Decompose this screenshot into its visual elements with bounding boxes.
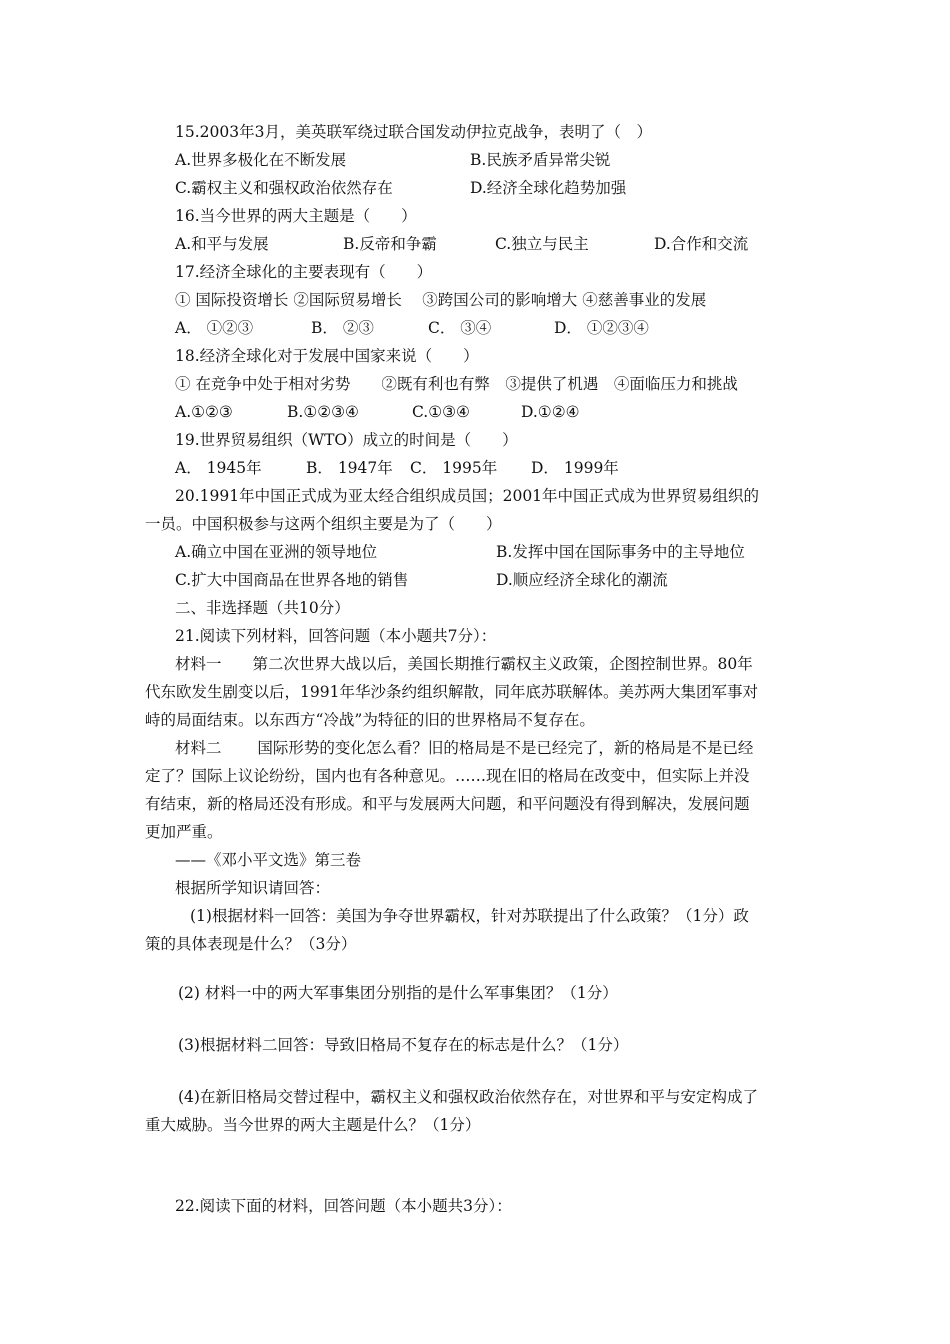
q15-option-d: D.经济全球化趋势加强: [470, 179, 627, 197]
q21-material1-line1: 材料一 第二次世界大战以后，美国长期推行霸权主义政策，企图控制世界。80年: [175, 655, 753, 673]
q20-option-a: A.确立中国在亚洲的领导地位: [175, 543, 378, 561]
q21-part1-line2: 策的具体表现是什么？（3分）: [145, 935, 357, 953]
q16-option-d: D.合作和交流: [654, 235, 749, 253]
q20-option-d: D.顺应经济全球化的潮流: [496, 571, 668, 589]
q21-material2-line4: 更加严重。: [145, 823, 223, 841]
q17-option-b: B． ②③: [311, 319, 374, 337]
q19-option-d: D． 1999年: [531, 459, 619, 477]
q21-material2-line1: 材料二 国际形势的变化怎么看？旧的格局是不是已经完了，新的格局是不是已经: [175, 739, 754, 757]
q16-option-b: B.反帝和争霸: [343, 235, 437, 253]
q21-part4-line1: (4)在新旧格局交替过程中，霸权主义和强权政治依然存在，对世界和平与安定构成了: [178, 1088, 758, 1106]
q17-option-d: D． ①②③④: [554, 319, 649, 337]
q16-stem: 16.当今世界的两大主题是（ ）: [175, 207, 417, 225]
q18-items: ① 在竞争中处于相对劣势 ②既有利也有弊 ③提供了机遇 ④面临压力和挑战: [175, 375, 738, 393]
q21-material1-line3: 峙的局面结束。以东西方“冷战”为特征的旧的世界格局不复存在。: [145, 711, 595, 729]
q17-stem: 17.经济全球化的主要表现有（ ）: [175, 263, 433, 281]
q21-material2-line3: 有结束，新的格局还没有形成。和平与发展两大问题，和平问题没有得到解决，发展问题: [145, 795, 750, 813]
q21-part3: (3)根据材料二回答：导致旧格局不复存在的标志是什么？（1分）: [178, 1036, 629, 1054]
q21-part4-line2: 重大威胁。当今世界的两大主题是什么？（1分）: [145, 1116, 481, 1134]
q21-stem: 21.阅读下列材料，回答问题（本小题共7分）：: [175, 627, 497, 645]
q17-option-c: C． ③④: [428, 319, 492, 337]
q20-option-b: B.发挥中国在国际事务中的主导地位: [496, 543, 745, 561]
q22-stem: 22.阅读下面的材料，回答问题（本小题共3分）：: [175, 1197, 512, 1215]
q18-stem: 18.经济全球化对于发展中国家来说（ ）: [175, 347, 479, 365]
q21-material1-line2: 代东欧发生剧变以后，1991年华沙条约组织解散，同年底苏联解体。美苏两大集团军事对: [145, 683, 758, 701]
q20-option-c: C.扩大中国商品在世界各地的销售: [175, 571, 409, 589]
q20-stem-line1: 20.1991年中国正式成为亚太经合组织成员国；2001年中国正式成为世界贸易组织的: [175, 487, 760, 505]
section-heading: 二、非选择题（共10分）: [175, 599, 350, 617]
q20-stem-line2: 一员。中国积极参与这两个组织主要是为了（ ）: [145, 515, 502, 533]
q21-part2: (2) 材料一中的两大军事集团分别指的是什么军事集团？（1分）: [178, 984, 618, 1002]
q15-option-b: B.民族矛盾异常尖锐: [470, 151, 611, 169]
q19-stem: 19.世界贸易组织（WTO）成立的时间是（ ）: [175, 431, 518, 449]
q21-material2-line2: 定了？国际上议论纷纷，国内也有各种意见。……现在旧的格局在改变中，但实际上并没: [145, 767, 750, 785]
q18-option-b: B.①②③④: [287, 403, 359, 421]
q15-option-a: A.世界多极化在不断发展: [175, 151, 347, 169]
q16-option-c: C.独立与民主: [495, 235, 589, 253]
q21-source: ——《邓小平文选》第三卷: [175, 851, 362, 869]
q16-option-a: A.和平与发展: [175, 235, 269, 253]
q21-prompt: 根据所学知识请回答：: [175, 879, 331, 897]
q19-option-b: B． 1947年: [306, 459, 393, 477]
q18-option-d: D.①②④: [521, 403, 580, 421]
q19-option-c: C． 1995年: [410, 459, 498, 477]
q19-option-a: A． 1945年: [175, 459, 262, 477]
q18-option-a: A.①②③: [175, 403, 233, 421]
q15-stem: 15.2003年3月，美英联军绕过联合国发动伊拉克战争，表明了（ ）: [175, 123, 652, 141]
q18-option-c: C.①③④: [412, 403, 470, 421]
q15-option-c: C.霸权主义和强权政治依然存在: [175, 179, 393, 197]
q17-items: ① 国际投资增长 ②国际贸易增长 ③跨国公司的影响增大 ④慈善事业的发展: [175, 291, 707, 309]
q21-part1-line1: (1)根据材料一回答：美国为争夺世界霸权，针对苏联提出了什么政策？（1分）政: [190, 907, 749, 925]
q17-option-a: A． ①②③: [175, 319, 254, 337]
